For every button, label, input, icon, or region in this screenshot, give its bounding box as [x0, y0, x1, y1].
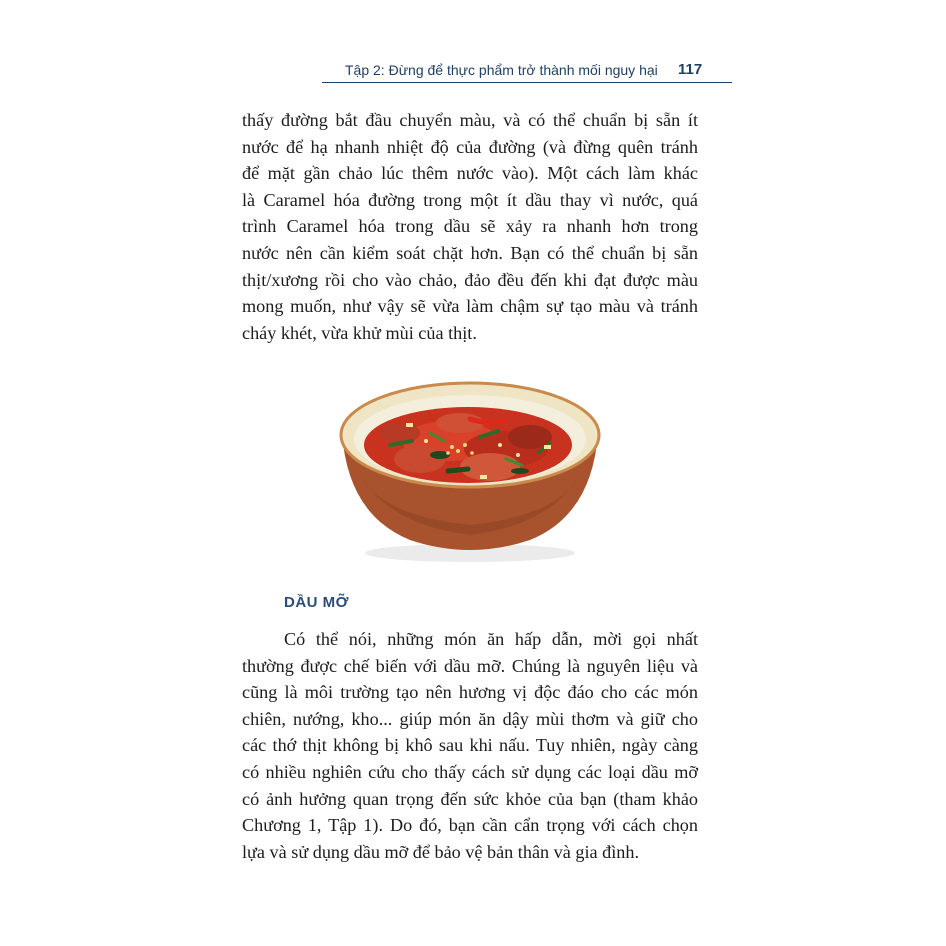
section-heading: DẦU MỠ: [284, 594, 349, 611]
running-header: [322, 60, 732, 83]
paragraph-line: chiên, nướng, kho... giúp món ăn dậy mùi thơm và giữ cho: [242, 708, 698, 729]
paragraph-line: Có thể nói, những món ăn hấp dẫn, mời gọi nhất: [284, 629, 698, 649]
paragraph-line: thịt/xương rồi cho vào chảo, đảo đều đến khi đạt được màu: [242, 269, 698, 290]
paragraph-line: Chương 1, Tập 1). Do đó, bạn cần cẩn trọng với cách chọn: [242, 815, 698, 836]
body-paragraph-2: [242, 626, 698, 865]
paragraph-line: có nhiều nghiên cứu cho thấy cách sử dụng các loại dầu mỡ: [242, 761, 698, 782]
paragraph-line: cháy khét, vừa khử mùi của thịt.: [242, 322, 477, 343]
soup-bowl-illustration: [330, 375, 610, 575]
paragraph-line: thường được chế biến với dầu mỡ. Chúng là nguyên liệu và: [242, 655, 698, 676]
page-number: 117: [678, 61, 703, 78]
paragraph-line: các thớ thịt không bị khô sau khi nấu. Tuy nhiên, ngày càng: [242, 735, 698, 756]
paragraph-line: là Caramel hóa đường trong một ít dầu thay vì nước, quá: [242, 189, 698, 210]
paragraph-line: có ảnh hưởng quan trọng đến sức khỏe của bạn (tham khảo: [242, 788, 698, 809]
paragraph-line: để mặt gần chảo lúc thêm nước vào). Một cách làm khác: [242, 163, 698, 184]
paragraph-line: nước để hạ nhanh nhiệt độ của đường (và đừng quên tránh: [242, 136, 698, 157]
running-title: Tập 2: Đừng để thực phẩm trở thành mối nguy hại: [345, 62, 658, 78]
paragraph-line: lựa và sử dụng dầu mỡ để bảo vệ bản thân và gia đình.: [242, 841, 640, 862]
paragraph-line: mong muốn, như vậy sẽ vừa làm chậm sự tạo màu và tránh: [242, 296, 698, 317]
paragraph-line: trình Caramel hóa trong dầu sẽ xảy ra nhanh hơn trong: [242, 216, 698, 237]
paragraph-line: nước nên cần kiểm soát chặt hơn. Bạn có thể chuẩn bị sẵn: [242, 242, 698, 263]
paragraph-line: thấy đường bắt đầu chuyển màu, và có thể chuẩn bị sẵn ít: [242, 110, 698, 130]
body-paragraph-1: [242, 107, 698, 346]
paragraph-line: cũng là môi trường tạo nên hương vị độc đáo cho các món: [242, 682, 698, 703]
